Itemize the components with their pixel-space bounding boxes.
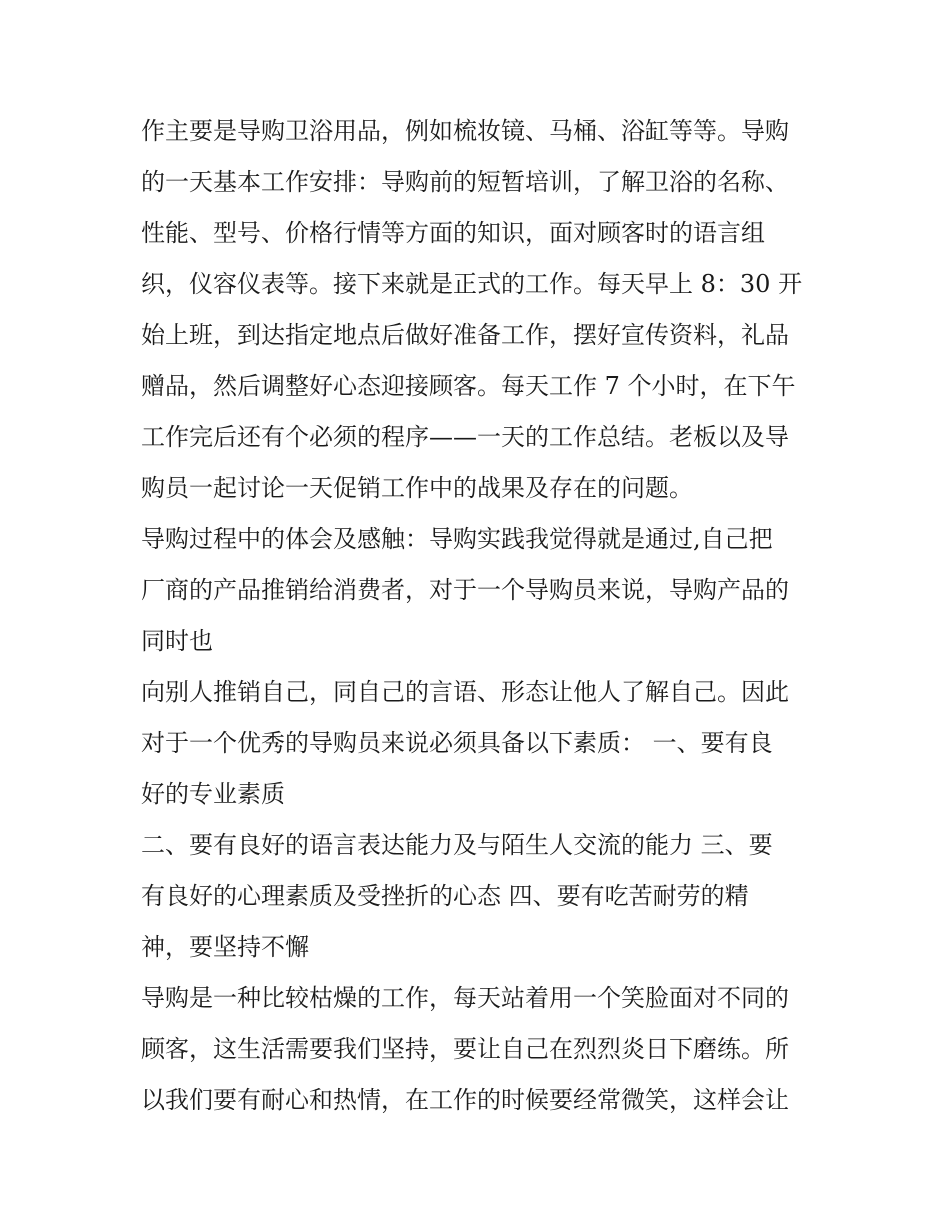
text-line: 工作完后还有个必须的程序——一天的工作总结。老板以及导	[141, 423, 789, 451]
text-line: 顾客，这生活需要我们坚持，要让自己在烈烈炎日下磨练。所	[141, 1035, 789, 1063]
text-line: 导购是一种比较枯燥的工作，每天站着用一个笑脸面对不同的	[141, 984, 789, 1012]
text-line: 二、要有良好的语言表达能力及与陌生人交流的能力 三、要	[141, 831, 773, 859]
text-line: 对于一个优秀的导购员来说必须具备以下素质： 一、要有良	[141, 729, 773, 757]
text-line: 厂商的产品推销给消费者，对于一个导购员来说，导购产品的	[141, 576, 789, 604]
text-line: 购员一起讨论一天促销工作中的战果及存在的问题。	[141, 474, 693, 502]
text-line: 赠品，然后调整好心态迎接顾客。每天工作 7 个小时，在下午	[141, 372, 796, 400]
text-line: 作主要是导购卫浴用品，例如梳妆镜、马桶、浴缸等等。导购	[141, 117, 789, 145]
text-line: 以我们要有耐心和热情，在工作的时候要经常微笑，这样会让	[141, 1086, 789, 1114]
text-line: 性能、型号、价格行情等方面的知识，面对顾客时的语言组	[141, 219, 765, 247]
text-line: 同时也	[141, 627, 213, 655]
text-line: 有良好的心理素质及受挫折的心态 四、要有吃苦耐劳的精	[141, 882, 749, 910]
text-line: 导购过程中的体会及感触：导购实践我觉得就是通过,自己把	[141, 525, 773, 553]
text-line: 的一天基本工作安排：导购前的短暂培训，了解卫浴的名称、	[141, 168, 789, 196]
text-line: 织，仪容仪表等。接下来就是正式的工作。每天早上 8：30 开	[141, 270, 803, 298]
text-line: 神，要坚持不懈	[141, 933, 309, 961]
text-line: 向别人推销自己，同自己的言语、形态让他人了解自己。因此	[141, 678, 789, 706]
text-line: 始上班，到达指定地点后做好准备工作，摆好宣传资料，礼品	[141, 321, 789, 349]
body-text	[141, 106, 821, 1126]
text-line: 好的专业素质	[141, 780, 285, 808]
